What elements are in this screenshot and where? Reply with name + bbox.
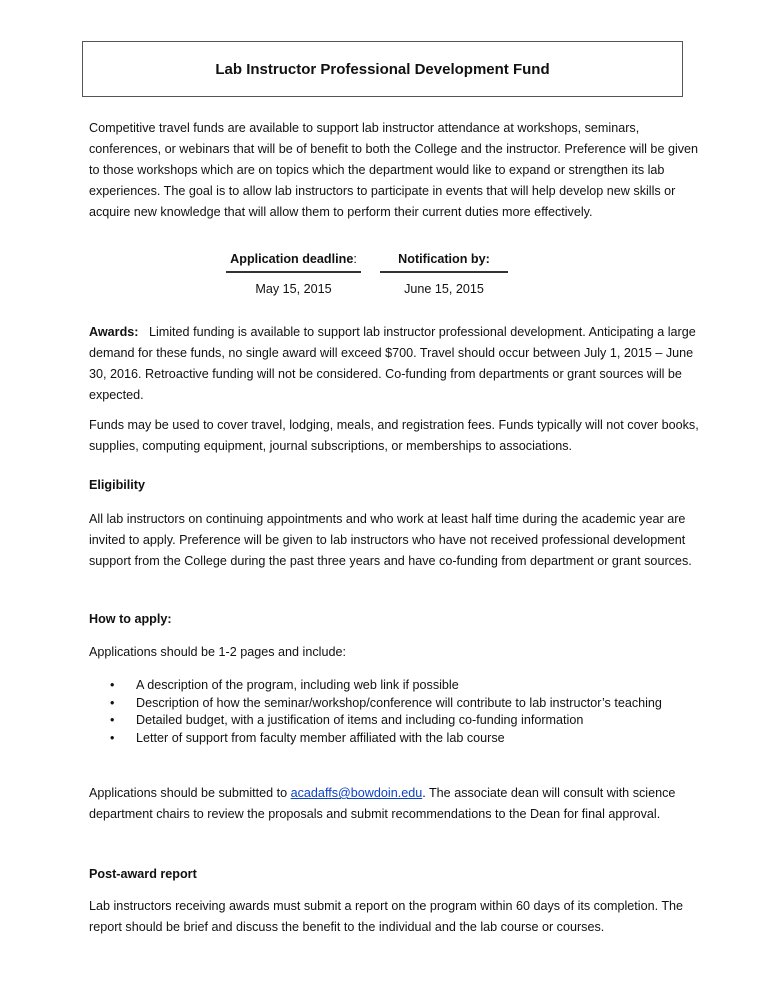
awards-text: Limited funding is available to support lab instructor professional development. Anticipating a large demand for these funds, no single award will exceed $700. Travel should occur between July 1, 2015 – June 30, 2016. Retroactive funding will not be considered. Co-funding from departments or grant sources will be expected. <box>89 325 696 402</box>
post-award-heading: Post-award report <box>89 867 197 881</box>
eligibility-paragraph: All lab instructors on continuing appointments and who work at least half time during the academic year are invited to apply. Preference will be given to lab instructors who have not received professional development support from the College during the past three years and have co-funding from department or grant sources. <box>89 512 692 568</box>
title-box <box>82 41 683 97</box>
list-item-text: Letter of support from faculty member affiliated with the lab course <box>136 730 505 745</box>
deadline-colon: : <box>353 252 357 266</box>
list-item <box>110 677 680 695</box>
notification-value: June 15, 2015 <box>404 282 484 296</box>
post-award-paragraph: Lab instructors receiving awards must submit a report on the program within 60 days of its completion. The report should be brief and discuss the benefit to the individual and the lab course or courses. <box>89 899 684 934</box>
how-to-apply-heading: How to apply: <box>89 612 172 626</box>
submission-text-after: . The associate dean will consult with science department chairs to review the proposals and submit recommendations to the Dean for final approval. <box>89 786 676 821</box>
awards-label: Awards: <box>89 325 139 339</box>
submission-paragraph <box>89 783 699 825</box>
list-item-text: Description of how the seminar/workshop/conference will contribute to lab instructor’s teaching <box>136 695 662 710</box>
deadline-value: May 15, 2015 <box>255 282 332 296</box>
deadline-column <box>226 252 361 296</box>
submission-text-before: Applications should be submitted to <box>89 786 291 800</box>
document-title: Lab Instructor Professional Development Fund <box>215 60 550 78</box>
list-item-text: A description of the program, including web link if possible <box>136 678 459 692</box>
intro-paragraph: Competitive travel funds are available to support lab instructor attendance at workshops, seminars, conferences, or webinars that will be of benefit to both the College and the instructor. Preference will be given to those workshops which are on topics which the department would like to expand or strengthen its lab experiences. The goal is to allow lab instructors to participate in events that will help develop new skills or acquire new knowledge that will allow them to perform their current duties more effectively. <box>89 121 699 219</box>
requirements-list <box>110 677 680 747</box>
how-to-apply-intro: Applications should be 1-2 pages and include: <box>89 645 346 659</box>
eligibility-heading: Eligibility <box>89 478 145 492</box>
notification-column <box>380 252 508 296</box>
deadline-label: Application deadline <box>230 252 354 266</box>
list-item <box>110 730 680 748</box>
list-item-text: Detailed budget, with a justification of items and including co-funding information <box>136 713 584 727</box>
email-link[interactable]: acadaffs@bowdoin.edu <box>290 786 423 800</box>
bullet-icon: • <box>110 695 115 710</box>
list-item <box>110 712 680 730</box>
bullet-icon: • <box>110 713 115 727</box>
deadline-header <box>226 252 361 273</box>
bullet-icon: • <box>110 678 115 692</box>
bullet-icon: • <box>110 730 115 745</box>
list-item <box>110 695 680 713</box>
funds-paragraph: Funds may be used to cover travel, lodging, meals, and registration fees. Funds typically will not cover books, supplies, computing equipment, journal subscriptions, or memberships to associations. <box>89 418 699 453</box>
awards-paragraph <box>89 322 699 406</box>
notification-label: Notification by: <box>380 252 508 273</box>
